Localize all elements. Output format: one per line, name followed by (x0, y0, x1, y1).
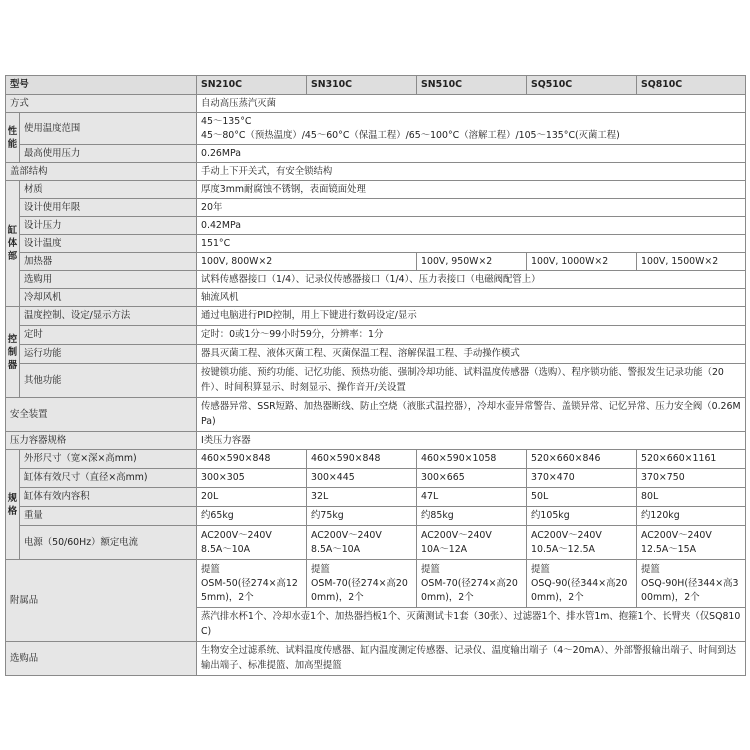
material-row (6, 181, 746, 199)
weight-label: 重量 (20, 507, 197, 526)
weight-value: 约120kg (637, 507, 746, 526)
basket-value: 提篮 OSQ-90(径344×高200mm)，2个 (527, 560, 637, 608)
lid-label: 盖部结构 (6, 163, 197, 181)
volume-value: 32L (307, 488, 417, 507)
power-value: AC200V～240V 8.5A～10A (197, 526, 307, 560)
header-row (6, 76, 746, 95)
temp-control-row (6, 307, 746, 326)
temp-control-value: 通过电脑进行PID控制，用上下键进行数码设定/显示 (197, 307, 746, 326)
max-pressure-value: 0.26MPa (197, 145, 746, 163)
outer-size-value: 460×590×1058 (417, 450, 527, 469)
spec-group-label: 规 格 (6, 450, 20, 560)
power-label: 电源（50/60Hz）额定电流 (20, 526, 197, 560)
design-temp-row (6, 235, 746, 253)
run-value: 器具灭菌工程、液体灭菌工程、灭菌保温工程、溶解保温工程、手动操作模式 (197, 345, 746, 364)
heater-value: 100V, 1500W×2 (637, 253, 746, 271)
volume-label: 缸体有效内容积 (20, 488, 197, 507)
vessel-value: Ⅰ类压力容器 (197, 432, 746, 450)
max-pressure-label: 最高使用压力 (20, 145, 197, 163)
optional-label: 选购用 (20, 271, 197, 289)
power-value: AC200V～240V 12.5A～15A (637, 526, 746, 560)
fan-row (6, 289, 746, 307)
options-row (6, 642, 746, 676)
power-value: AC200V～240V 8.5A～10A (307, 526, 417, 560)
model-name: SQ510C (527, 76, 637, 95)
timer-value: 定时：0或1分～99小时59分，分辨率：1分 (197, 326, 746, 345)
outer-size-value: 460×590×848 (197, 450, 307, 469)
basket-value: 提篮 OSQ-90H(径344×高300mm)，2个 (637, 560, 746, 608)
model-name: SN310C (307, 76, 417, 95)
method-label: 方式 (6, 95, 197, 113)
design-pressure-row (6, 217, 746, 235)
life-label: 设计使用年限 (20, 199, 197, 217)
power-row (6, 526, 746, 560)
safety-row (6, 398, 746, 432)
model-label: 型号 (6, 76, 197, 95)
volume-value: 80L (637, 488, 746, 507)
other-functions-row (6, 364, 746, 398)
volume-value: 47L (417, 488, 527, 507)
run-row (6, 345, 746, 364)
optional-value: 试料传感器接口（1/4）、记录仪传感器接口（1/4）、压力表接口（电磁阀配管上） (197, 271, 746, 289)
vessel-label: 压力容器规格 (6, 432, 197, 450)
temp-range-value: 45～135°C 45～80°C（预热温度）/45～60°C（保温工程）/65～100°C（溶解工程）/105～135°C(灭菌工程) (197, 113, 746, 145)
safety-value: 传感器异常、SSR短路、加热器断线、防止空烧（液胀式温控器），冷却水壶异常警告、盖锁异常、记忆异常、压力安全阀（0.26MPa) (197, 398, 746, 432)
other-functions-value: 按键锁功能、预约功能、记忆功能、预热功能、强制冷却功能、试料温度传感器（选购）、程序锁功能、警报发生记录功能（20件）、时间积算显示、时刻显示、操作音开/关设置 (197, 364, 746, 398)
timer-row (6, 326, 746, 345)
design-pressure-value: 0.42MPa (197, 217, 746, 235)
design-temp-label: 设计温度 (20, 235, 197, 253)
inner-size-value: 370×750 (637, 469, 746, 488)
life-value: 20年 (197, 199, 746, 217)
model-name: SN210C (197, 76, 307, 95)
accessories-label: 附属品 (6, 560, 197, 642)
heater-value: 100V, 800W×2 (197, 253, 417, 271)
power-value: AC200V～240V 10A～12A (417, 526, 527, 560)
design-temp-value: 151°C (197, 235, 746, 253)
outer-size-value: 520×660×1161 (637, 450, 746, 469)
other-functions-label: 其他功能 (20, 364, 197, 398)
heater-value: 100V, 950W×2 (417, 253, 527, 271)
run-label: 运行功能 (20, 345, 197, 364)
method-row (6, 95, 746, 113)
weight-value: 约75kg (307, 507, 417, 526)
fan-value: 轴流风机 (197, 289, 746, 307)
weight-row (6, 507, 746, 526)
tank-group-label: 缸 体 部 (6, 181, 20, 307)
heater-row (6, 253, 746, 271)
inner-size-value: 300×305 (197, 469, 307, 488)
temp-range-label: 使用温度范围 (20, 113, 197, 145)
volume-value: 50L (527, 488, 637, 507)
volume-value: 20L (197, 488, 307, 507)
temp-control-label: 温度控制、设定/显示方法 (20, 307, 197, 326)
lid-row (6, 163, 746, 181)
material-label: 材质 (20, 181, 197, 199)
fan-label: 冷却风机 (20, 289, 197, 307)
temp-range-row (6, 113, 746, 145)
outer-size-row (6, 450, 746, 469)
accessories-common-value: 蒸汽排水杯1个、冷却水壶1个、加热器挡板1个、灭菌测试卡1套（30张）、过滤器1个、排水管1m、抱箍1个、长臂夹（仅SQ810C) (197, 608, 746, 642)
model-name: SQ810C (637, 76, 746, 95)
outer-size-value: 520×660×846 (527, 450, 637, 469)
model-name: SN510C (417, 76, 527, 95)
method-value: 自动高压蒸汽灭菌 (197, 95, 746, 113)
spec-table (5, 75, 746, 676)
inner-size-label: 缸体有效尺寸（直径×高mm) (20, 469, 197, 488)
material-value: 厚度3mm耐腐蚀不锈钢，表面镜面处理 (197, 181, 746, 199)
options-label: 选购品 (6, 642, 197, 676)
outer-size-label: 外形尺寸（宽×深×高mm) (20, 450, 197, 469)
outer-size-value: 460×590×848 (307, 450, 417, 469)
lid-value: 手动上下开关式，有安全锁结构 (197, 163, 746, 181)
weight-value: 约65kg (197, 507, 307, 526)
weight-value: 约105kg (527, 507, 637, 526)
basket-value: 提篮 OSM-70(径274×高200mm)，2个 (417, 560, 527, 608)
timer-label: 定时 (20, 326, 197, 345)
performance-group-label: 性 能 (6, 113, 20, 163)
inner-size-value: 300×445 (307, 469, 417, 488)
basket-value: 提篮 OSM-70(径274×高200mm)，2个 (307, 560, 417, 608)
max-pressure-row (6, 145, 746, 163)
volume-row (6, 488, 746, 507)
design-pressure-label: 设计压力 (20, 217, 197, 235)
power-value: AC200V～240V 10.5A～12.5A (527, 526, 637, 560)
life-row (6, 199, 746, 217)
heater-label: 加热器 (20, 253, 197, 271)
options-value: 生物安全过滤系统、试料温度传感器、缸内温度测定传感器、记录仪、温度输出端子（4～20mA）、外部警报输出端子、时间到达输出端子、标准提篮、加高型提篮 (197, 642, 746, 676)
vessel-row (6, 432, 746, 450)
accessories-basket-row (6, 560, 746, 608)
control-group-label: 控 制 器 (6, 307, 20, 398)
safety-label: 安全装置 (6, 398, 197, 432)
inner-size-value: 300×665 (417, 469, 527, 488)
basket-value: 提篮 OSM-50(径274×高125mm)，2个 (197, 560, 307, 608)
optional-row (6, 271, 746, 289)
weight-value: 约85kg (417, 507, 527, 526)
inner-size-value: 370×470 (527, 469, 637, 488)
inner-size-row (6, 469, 746, 488)
heater-value: 100V, 1000W×2 (527, 253, 637, 271)
